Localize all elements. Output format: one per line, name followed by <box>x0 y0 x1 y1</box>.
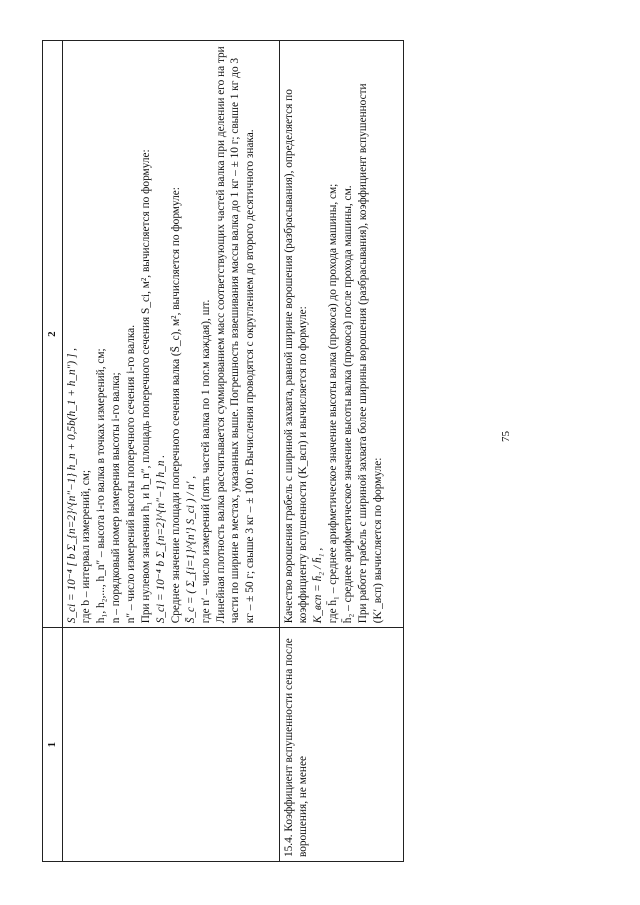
text-line: h̄₂ – среднее арифметическое значение высоты валка (прокоса) после прохода машины, см. <box>342 185 355 624</box>
table-row-formulas <box>62 41 279 862</box>
row1-col1-cell <box>62 628 279 862</box>
row2-col2-cell <box>279 41 403 628</box>
text-line: где n′ – число измерений (пять частей валка по 1 пог.м каждая), шт. <box>199 299 212 624</box>
text-line: где b – интервал измерений, см; <box>80 469 93 624</box>
text-line: где h̄₁ – среднее арифметическое значение высоты валка (прокоса) до прохода машины, см; <box>327 183 340 624</box>
rotated-page-content <box>42 40 404 862</box>
column-header-1: 1 <box>43 628 63 862</box>
column-header-2: 2 <box>43 41 63 628</box>
text-line: h₁, h₂,..., h_n″ – высота i-го валка в точках измерений, см; <box>95 348 108 624</box>
table-row-15-4 <box>279 41 403 862</box>
table-header-row <box>43 41 63 862</box>
formula-s-ci: S_ci = 10⁻⁴ [ b Σ_{n=2}^{n″−1} h_n + 0,5b(h_1 + h_n″) ] , <box>65 348 78 624</box>
row1-col2-cell <box>62 41 279 628</box>
page-number: 75 <box>500 431 512 442</box>
text-paragraph: При работе грабель с шириной захвата более ширины ворошения (разбрасывания), коэффициент вспушенности (K′_всп) вычисляется по формуле: <box>357 83 384 624</box>
row2-col1-cell: 15.4. Коэффициент вспушенности сена после ворошения, не менее <box>279 628 403 862</box>
text-line: n – порядковый номер измерения высоты i-го валка; <box>110 372 123 624</box>
text-paragraph: Линейная плотность валка рассчитывается суммированием масс соответствующих частей валка при делении его на три части по ширине в местах, указанных выше. Погрешность взвешивания массы валка до 1 кг – ± 10 г; свыше 1 кг до 3 кг – ± 50 г; свыше 3 кг – ± 100 г. Вычисления проводятся с округлением до второго десятичного знака. <box>214 46 257 624</box>
formula-k-vsp: K_всп = h̄₂ / h̄₁ , <box>312 547 325 624</box>
requirements-table <box>42 40 404 862</box>
text-line: Среднее значение площади поперечного сечения валка (S̄_c), м², вычисляется по формуле: <box>169 187 182 624</box>
text-paragraph: Качество ворошения грабель с шириной захвата, равной ширине ворошения (разбрасывания), определяется по коэффициенту вспушенности (K_всп) и вычисляется по формуле: <box>282 89 310 624</box>
text-line: n″ – число измерений высоты поперечного сечения i-го валка. <box>125 324 138 624</box>
formula-s-ci-zero: S_ci = 10⁻⁴ b Σ_{n=2}^{n″−1} h_n . <box>154 454 167 624</box>
text-line: При нулевом значении h₁ и h_n″, площадь поперечного сечения S_ci, м², вычисляется по формуле: <box>140 149 153 624</box>
formula-s-c-mean: S̄_c = ( Σ_{i=1}^{n′} S_ci ) / n′ , <box>184 475 197 624</box>
